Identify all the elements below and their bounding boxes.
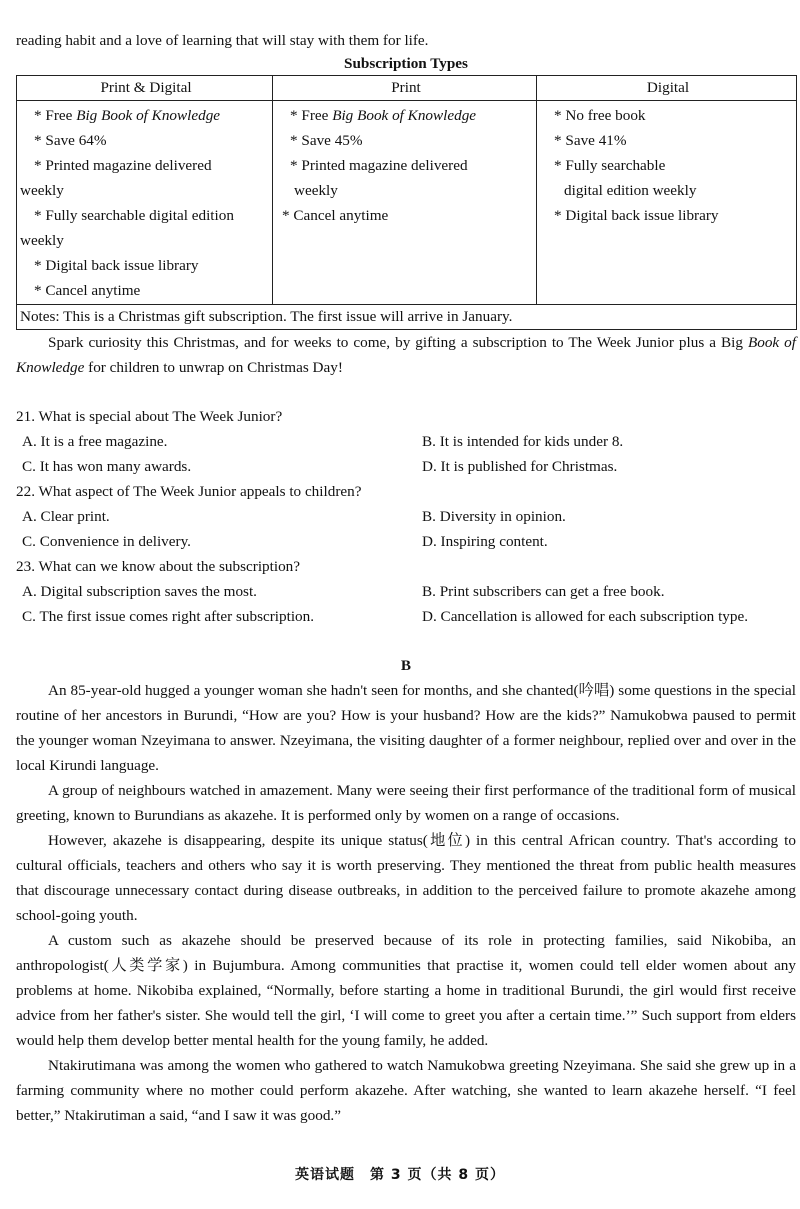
table-title: Subscription Types	[344, 55, 468, 72]
option-d[interactable]: D. It is published for Christmas.	[422, 458, 618, 475]
question-stem: 23. What can we know about the subscription?	[16, 558, 300, 575]
feature-item: * Digital back issue library	[554, 207, 719, 224]
section-b-passage	[16, 678, 796, 1128]
option-c[interactable]: C. The first issue comes right after subscription.	[22, 608, 315, 625]
header-digital: Digital	[537, 76, 797, 101]
header-print: Print	[273, 76, 537, 101]
feature-item: * Cancel anytime	[34, 282, 141, 299]
feature-item: * Fully searchable	[554, 157, 666, 174]
spark-paragraph	[16, 330, 796, 380]
passage-paragraph: However, akazehe is disappearing, despite its unique status(地位) in this central African country. That's according to cultural officials, teachers and others who say it is worth preserving. They mentioned the threat from public health measures that discourage unnecessary contact during disease outbreaks, in addition to the perceived failure to promote akazehe among school-going youth.	[16, 832, 796, 924]
print-features	[273, 101, 537, 305]
spark-text-2: for children to unwrap on Christmas Day!	[84, 359, 343, 376]
question-stem: 22. What aspect of The Week Junior appeals to children?	[16, 483, 362, 500]
option-d[interactable]: D. Inspiring content.	[422, 533, 548, 550]
questions-block	[16, 404, 796, 629]
feature-text: * Free	[34, 107, 77, 124]
option-b[interactable]: B. Diversity in opinion.	[422, 508, 566, 525]
passage-paragraph: Ntakirutimana was among the women who gathered to watch Namukobwa greeting Nzeyimana. She said she grew up in a farming community where no mother could perform akazehe. After watching, she wanted to learn akazehe herself. “I feel better,” Ntakirutiman a said, “and I saw it was good.”	[16, 1057, 796, 1124]
question-23	[16, 554, 796, 629]
option-row	[16, 504, 796, 529]
option-b[interactable]: B. It is intended for kids under 8.	[422, 433, 624, 450]
spark-text-1: Spark curiosity this Christmas, and for weeks to come, by gifting a subscription to The Week Junior plus a Big	[48, 334, 748, 351]
option-a[interactable]: A. It is a free magazine.	[22, 433, 168, 450]
feature-item: * Save 64%	[34, 132, 107, 149]
option-c[interactable]: C. Convenience in delivery.	[22, 533, 191, 550]
feature-text: * Free	[290, 107, 333, 124]
feature-item: * Digital back issue library	[34, 257, 199, 274]
table-header-row	[17, 76, 797, 101]
spark-italic: Book of Knowledge	[16, 334, 796, 376]
option-a[interactable]: A. Digital subscription saves the most.	[22, 583, 257, 600]
question-stem: 21. What is special about The Week Junior?	[16, 408, 283, 425]
feature-item: weekly	[294, 182, 338, 199]
table-notes-row	[17, 305, 797, 330]
intro-line: reading habit and a love of learning that will stay with them for life.	[16, 32, 429, 49]
section-b-heading: B	[400, 657, 412, 674]
feature-item: weekly	[20, 232, 64, 249]
option-row	[16, 529, 796, 554]
table-notes: Notes: This is a Christmas gift subscription. The first issue will arrive in January.	[17, 305, 797, 330]
feature-item: digital edition weekly	[564, 182, 697, 199]
option-c[interactable]: C. It has won many awards.	[22, 458, 192, 475]
feature-item: * Save 41%	[554, 132, 627, 149]
feature-item: * Cancel anytime	[282, 207, 389, 224]
question-21	[16, 404, 796, 479]
feature-item: weekly	[20, 182, 64, 199]
feature-item: * Save 45%	[290, 132, 363, 149]
feature-item: * Fully searchable digital edition	[34, 207, 234, 224]
option-a[interactable]: A. Clear print.	[22, 508, 110, 525]
option-row	[16, 579, 796, 604]
passage-paragraph: A group of neighbours watched in amazement. Many were seeing their first performance of the traditional form of musical greeting, known to Burundians as akazehe. It is performed only by women on a range of occasions.	[16, 782, 796, 824]
option-row	[16, 454, 796, 479]
digital-features	[537, 101, 797, 305]
header-print-digital: Print & Digital	[17, 76, 273, 101]
passage-paragraph: An 85-year-old hugged a younger woman she hadn't seen for months, and she chanted(吟唱) some questions in the special routine of her ancestors in Burundi, “How are you? How is your husband? How are the kids?” Namukobwa paused to permit the younger woman Nzeyimana to answer. Nzeyimana, the visiting daughter of a former neighbour, replied over and over in the local Kirundi language.	[16, 682, 796, 774]
question-22	[16, 479, 796, 554]
print-digital-features	[17, 101, 273, 305]
subscription-table	[16, 75, 797, 330]
feature-item: * No free book	[554, 107, 646, 124]
table-features-row	[17, 101, 797, 305]
feature-item: * Printed magazine delivered	[34, 157, 212, 174]
passage-paragraph: A custom such as akazehe should be preserved because of its role in protecting families, said Nikobiba, an anthropologist(人类学家) in Bujumbura. Among communities that practise it, women could tell elder women about any problems at home. Nikobiba explained, “Normally, before starting a home in traditional Burundi, the girl would first receive advice from her father's sister. She would tell the girl, ‘I will come to greet you after a certain time.’” Such support from elders would help them develop better mental health for the young family, he added.	[16, 932, 796, 1049]
feature-italic-text: Big Book of Knowledge	[76, 107, 221, 124]
option-d[interactable]: D. Cancellation is allowed for each subscription type.	[422, 608, 749, 625]
page-footer: 英语试题 第 3 页（共 8 页）	[295, 1167, 505, 1183]
feature-item: * Printed magazine delivered	[290, 157, 468, 174]
page-content	[16, 28, 796, 1128]
option-row	[16, 604, 796, 629]
option-row	[16, 429, 796, 454]
feature-item	[276, 103, 532, 128]
feature-italic-text: Big Book of Knowledge	[332, 107, 477, 124]
option-b[interactable]: B. Print subscribers can get a free book.	[422, 583, 665, 600]
feature-item	[20, 103, 268, 128]
